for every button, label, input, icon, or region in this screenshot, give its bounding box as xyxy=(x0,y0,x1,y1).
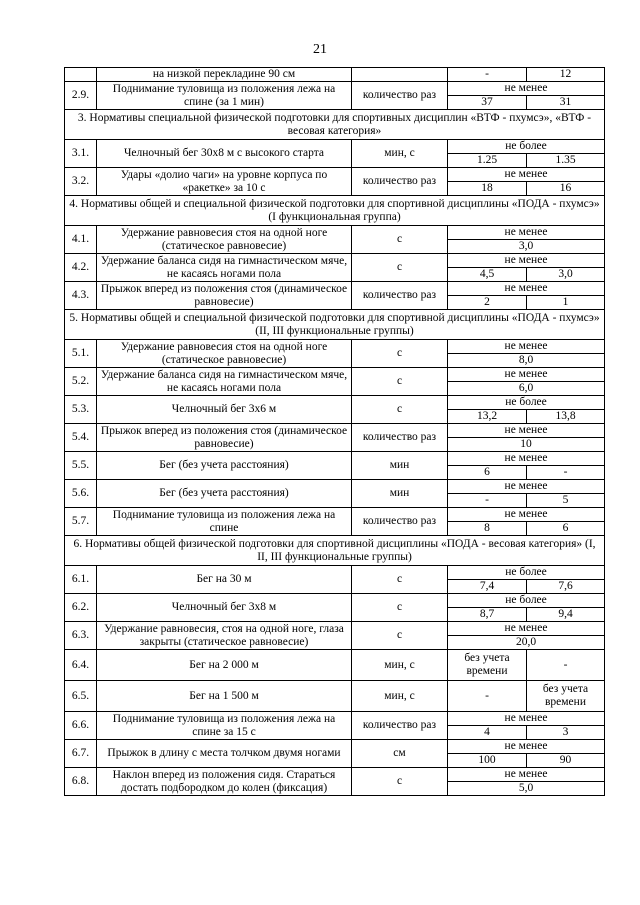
table-row xyxy=(65,254,605,268)
table-row xyxy=(65,168,605,182)
value-boys: 37 xyxy=(448,96,527,110)
value-girls: 1.35 xyxy=(527,154,605,168)
value-boys: 18 xyxy=(448,182,527,196)
condition-label: не менее xyxy=(448,622,605,636)
table-row xyxy=(65,282,605,296)
value-girls: 90 xyxy=(527,754,605,768)
unit: мин, с xyxy=(352,140,448,168)
section-row xyxy=(65,310,605,340)
unit: с xyxy=(352,396,448,424)
section-row xyxy=(65,110,605,140)
exercise-name: Удержание равновесия стоя на одной ноге (статическое равновесие) xyxy=(97,340,352,368)
row-number: 4.2. xyxy=(65,254,97,282)
condition-label: не менее xyxy=(448,340,605,354)
exercise-name: Бег (без учета расстояния) xyxy=(97,452,352,480)
section-heading: 3. Нормативы специальной физической подготовки для спортивных дисциплин «ВТФ - пхумсэ», «ВТФ - весовая категория» xyxy=(65,110,605,140)
norms-table xyxy=(64,67,605,796)
row-number: 5.1. xyxy=(65,340,97,368)
row-number: 6.3. xyxy=(65,622,97,650)
table-row xyxy=(65,396,605,410)
row-number: 4.1. xyxy=(65,226,97,254)
row-number: 6.8. xyxy=(65,768,97,796)
table-row xyxy=(65,226,605,240)
value-boys: без учета времени xyxy=(448,650,527,681)
table-row xyxy=(65,681,605,712)
table-row xyxy=(65,650,605,681)
exercise-name: Челночный бег 3х6 м xyxy=(97,396,352,424)
table-row xyxy=(65,480,605,494)
exercise-name: Удержание равновесия, стоя на одной ноге, глаза закрыты (статическое равновесие) xyxy=(97,622,352,650)
table-row xyxy=(65,140,605,154)
table-row xyxy=(65,508,605,522)
condition-label: не более xyxy=(448,566,605,580)
table-row xyxy=(65,340,605,354)
exercise-name: Удержание баланса сидя на гимнастическом мяче, не касаясь ногами пола xyxy=(97,254,352,282)
value-common: 20,0 xyxy=(448,636,605,650)
row-number: 3.2. xyxy=(65,168,97,196)
unit: с xyxy=(352,340,448,368)
value-girls: 1 xyxy=(527,296,605,310)
row-number: 6.5. xyxy=(65,681,97,712)
condition-label: не менее xyxy=(448,254,605,268)
value-common: 3,0 xyxy=(448,240,605,254)
condition-label: не более xyxy=(448,140,605,154)
exercise-name: Удержание баланса сидя на гимнастическом мяче, не касаясь ногами пола xyxy=(97,368,352,396)
table-row xyxy=(65,424,605,438)
row-number: 4.3. xyxy=(65,282,97,310)
condition-label: не менее xyxy=(448,424,605,438)
row-number: 5.5. xyxy=(65,452,97,480)
page-number: 21 xyxy=(313,42,327,57)
table-row xyxy=(65,712,605,726)
value-boys: 8,7 xyxy=(448,608,527,622)
row-number: 6.7. xyxy=(65,740,97,768)
table-row xyxy=(65,768,605,782)
unit: количество раз xyxy=(352,508,448,536)
unit: с xyxy=(352,226,448,254)
unit: количество раз xyxy=(352,282,448,310)
value-girls: 3,0 xyxy=(527,268,605,282)
value-common: 10 xyxy=(448,438,605,452)
row-number: 5.2. xyxy=(65,368,97,396)
exercise-name: Поднимание туловища из положения лежа на спине за 15 с xyxy=(97,712,352,740)
value-boys: 7,4 xyxy=(448,580,527,594)
condition-label: не менее xyxy=(448,168,605,182)
table-row xyxy=(65,740,605,754)
exercise-name: Наклон вперед из положения сидя. Стараться достать подбородком до колен (фиксация) xyxy=(97,768,352,796)
value-girls: 13,8 xyxy=(527,410,605,424)
norms-table-body xyxy=(65,68,605,796)
row-number: 3.1. xyxy=(65,140,97,168)
unit: с xyxy=(352,594,448,622)
table-row xyxy=(65,452,605,466)
exercise-name: Бег на 1 500 м xyxy=(97,681,352,712)
unit: с xyxy=(352,566,448,594)
unit: количество раз xyxy=(352,712,448,740)
condition-label: не менее xyxy=(448,282,605,296)
value-common: 8,0 xyxy=(448,354,605,368)
condition-label: не менее xyxy=(448,368,605,382)
value-girls: 16 xyxy=(527,182,605,196)
value-girls: - xyxy=(527,466,605,480)
unit: количество раз xyxy=(352,82,448,110)
exercise-name: на низкой перекладине 90 см xyxy=(97,68,352,82)
value-girls: - xyxy=(527,650,605,681)
section-row xyxy=(65,196,605,226)
exercise-name: Челночный бег 30х8 м с высокого старта xyxy=(97,140,352,168)
condition-label: не менее xyxy=(448,480,605,494)
row-number: 6.1. xyxy=(65,566,97,594)
exercise-name: Бег на 30 м xyxy=(97,566,352,594)
condition-label: не менее xyxy=(448,712,605,726)
value-boys: 13,2 xyxy=(448,410,527,424)
value-girls: 31 xyxy=(527,96,605,110)
value-boys: 1.25 xyxy=(448,154,527,168)
row-number: 5.7. xyxy=(65,508,97,536)
table-row xyxy=(65,594,605,608)
row-number: 5.3. xyxy=(65,396,97,424)
value-girls: без учета времени xyxy=(527,681,605,712)
value-common: 6,0 xyxy=(448,382,605,396)
value-boys: 8 xyxy=(448,522,527,536)
unit: мин, с xyxy=(352,681,448,712)
section-row xyxy=(65,536,605,566)
row-number: 6.2. xyxy=(65,594,97,622)
table-row xyxy=(65,368,605,382)
condition-label: не менее xyxy=(448,768,605,782)
table-row xyxy=(65,566,605,580)
condition-label: не менее xyxy=(448,452,605,466)
value-girls: 7,6 xyxy=(527,580,605,594)
section-heading: 5. Нормативы общей и специальной физической подготовки для спортивной дисциплины «ПОДА - пхумсэ» (II, III функциональные группы) xyxy=(65,310,605,340)
unit: с xyxy=(352,768,448,796)
row-number-cell xyxy=(65,68,97,82)
exercise-name: Бег (без учета расстояния) xyxy=(97,480,352,508)
unit: мин xyxy=(352,452,448,480)
value-boys: 6 xyxy=(448,466,527,480)
table-row xyxy=(65,82,605,96)
value-boys: 100 xyxy=(448,754,527,768)
value-boys: - xyxy=(448,494,527,508)
table-row xyxy=(65,622,605,636)
unit: количество раз xyxy=(352,168,448,196)
condition-label: не менее xyxy=(448,82,605,96)
unit: с xyxy=(352,622,448,650)
row-number: 5.6. xyxy=(65,480,97,508)
exercise-name: Бег на 2 000 м xyxy=(97,650,352,681)
value-girls: 9,4 xyxy=(527,608,605,622)
condition-label: не менее xyxy=(448,740,605,754)
unit: см xyxy=(352,740,448,768)
exercise-name: Удары «долио чаги» на уровне корпуса по «ракетке» за 10 с xyxy=(97,168,352,196)
exercise-name: Прыжок в длину с места толчком двумя ногами xyxy=(97,740,352,768)
exercise-name: Челночный бег 3х8 м xyxy=(97,594,352,622)
value-boys: - xyxy=(448,68,527,82)
value-girls: 12 xyxy=(527,68,605,82)
row-number: 5.4. xyxy=(65,424,97,452)
value-boys: - xyxy=(448,681,527,712)
value-girls: 3 xyxy=(527,726,605,740)
unit: количество раз xyxy=(352,424,448,452)
exercise-name: Прыжок вперед из положения стоя (динамическое равновесие) xyxy=(97,282,352,310)
row-number: 6.4. xyxy=(65,650,97,681)
exercise-name: Удержание равновесия стоя на одной ноге (статическое равновесие) xyxy=(97,226,352,254)
section-heading: 4. Нормативы общей и специальной физической подготовки для спортивной дисциплины «ПОДА - пхумсэ» (I функциональная группа) xyxy=(65,196,605,226)
unit: мин xyxy=(352,480,448,508)
table-row xyxy=(65,68,605,82)
condition-label: не более xyxy=(448,396,605,410)
unit: мин, с xyxy=(352,650,448,681)
value-girls: 5 xyxy=(527,494,605,508)
condition-label: не менее xyxy=(448,508,605,522)
section-heading: 6. Нормативы общей физической подготовки для спортивной дисциплины «ПОДА - весовая категория» (I, II, III функциональные группы) xyxy=(65,536,605,566)
row-number: 2.9. xyxy=(65,82,97,110)
exercise-name: Поднимание туловища из положения лежа на спине xyxy=(97,508,352,536)
value-common: 5,0 xyxy=(448,782,605,796)
condition-label: не более xyxy=(448,594,605,608)
exercise-name: Прыжок вперед из положения стоя (динамическое равновесие) xyxy=(97,424,352,452)
unit: с xyxy=(352,254,448,282)
value-girls: 6 xyxy=(527,522,605,536)
row-number: 6.6. xyxy=(65,712,97,740)
condition-label: не менее xyxy=(448,226,605,240)
value-boys: 2 xyxy=(448,296,527,310)
unit-cell xyxy=(352,68,448,82)
exercise-name: Поднимание туловища из положения лежа на спине (за 1 мин) xyxy=(97,82,352,110)
unit: с xyxy=(352,368,448,396)
value-boys: 4 xyxy=(448,726,527,740)
value-boys: 4,5 xyxy=(448,268,527,282)
